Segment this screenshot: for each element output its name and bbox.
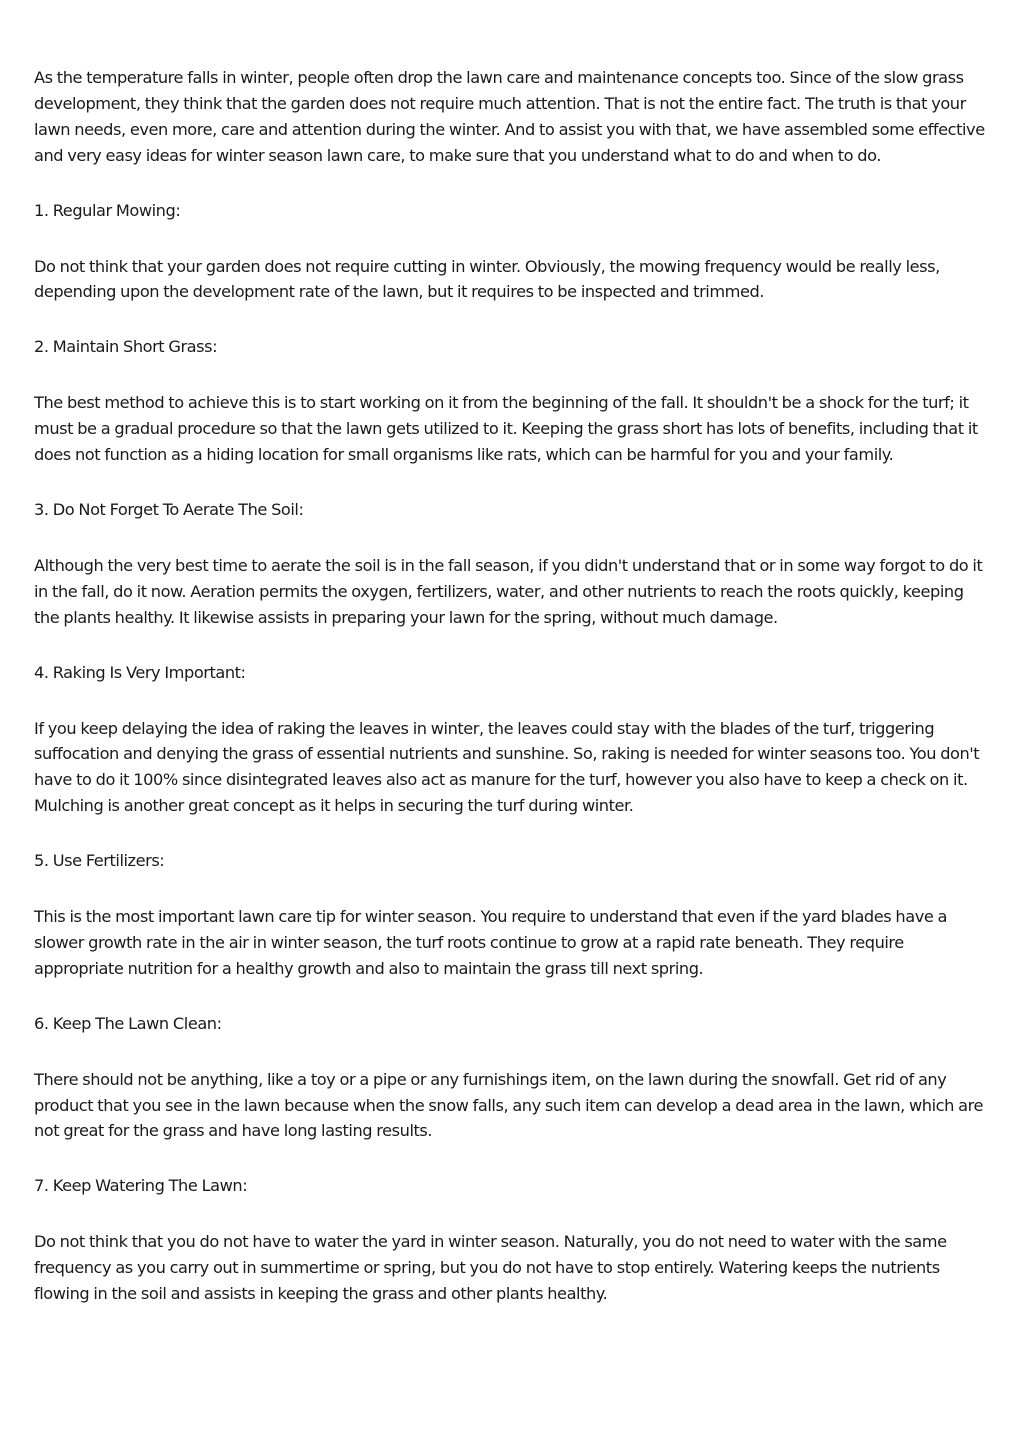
section-heading-keep-watering: 7. Keep Watering The Lawn: bbox=[34, 1176, 248, 1196]
intro-paragraph: As the temperature falls in winter, people often drop the lawn care and maintenance concepts too. Since of the slow grass development, they think that the garden does not require much attention. That is not the entire fact. The truth is that your lawn needs, even more, care and attention during the winter. And to assist you with that, we have assembled some effective and very easy ideas for winter season lawn care, to make sure that you understand what to do and when to do. bbox=[34, 68, 985, 165]
section-body-aerate-soil: Although the very best time to aerate the soil is in the fall season, if you didn't understand that or in some way forgot to do it in the fall, do it now. Aeration permits the oxygen, fertilizers, water, and other nutrients to reach the roots quickly, keeping the plants healthy. It likewise assists in preparing your lawn for the spring, without much damage. bbox=[34, 555, 983, 627]
section-heading-use-fertilizers: 5. Use Fertilizers: bbox=[34, 851, 165, 871]
section-heading-raking: 4. Raking Is Very Important: bbox=[34, 662, 246, 682]
section-heading-regular-mowing: 1. Regular Mowing: bbox=[34, 200, 181, 220]
section-body-regular-mowing: Do not think that your garden does not require cutting in winter. Obviously, the mowing frequency would be really less, depending upon the development rate of the lawn, but it requires to be inspected and trimmed. bbox=[34, 256, 940, 302]
section-body-use-fertilizers: This is the most important lawn care tip for winter season. You require to understand that even if the yard blades have a slower growth rate in the air in winter season, the turf roots continue to grow at a rapid rate beneath. They require appropriate nutrition for a healthy growth and also to maintain the grass till next spring. bbox=[34, 907, 948, 978]
section-heading-keep-lawn-clean: 6. Keep The Lawn Clean: bbox=[34, 1013, 222, 1033]
section-body-keep-lawn-clean: There should not be anything, like a toy or a pipe or any furnishings item, on the lawn during the snowfall. Get rid of any product that you see in the lawn because when the snow falls, any such item can develop a dead area in the lawn, which are not great for the grass and have long lasting results. bbox=[34, 1069, 983, 1141]
section-heading-maintain-short-grass: 2. Maintain Short Grass: bbox=[34, 337, 218, 357]
section-body-maintain-short-grass: The best method to achieve this is to start working on it from the beginning of the fall. It shouldn't be a shock for the turf; it must be a gradual procedure so that the lawn gets utilized to it. Keeping the grass short has lots of benefits, including that it does not function as a hiding location for small organisms like rats, which can be harmful for you and your family. bbox=[34, 393, 978, 465]
document-page bbox=[34, 65, 992, 1336]
section-heading-aerate-soil: 3. Do Not Forget To Aerate The Soil: bbox=[34, 499, 304, 519]
section-body-raking: If you keep delaying the idea of raking the leaves in winter, the leaves could stay with the blades of the turf, triggering suffocation and denying the grass of essential nutrients and sunshine. So, raking is needed for winter seasons too. You don't have to do it 100% since disintegrated leaves also act as manure for the turf, however you also have to keep a check on it. Mulching is another great concept as it helps in securing the turf during winter. bbox=[34, 718, 980, 816]
section-body-keep-watering: Do not think that you do not have to water the yard in winter season. Naturally, you do not need to water with the same frequency as you carry out in summertime or spring, but you do not have to stop entirely. Watering keeps the nutrients flowing in the soil and assists in keeping the grass and other plants healthy. bbox=[34, 1232, 947, 1304]
